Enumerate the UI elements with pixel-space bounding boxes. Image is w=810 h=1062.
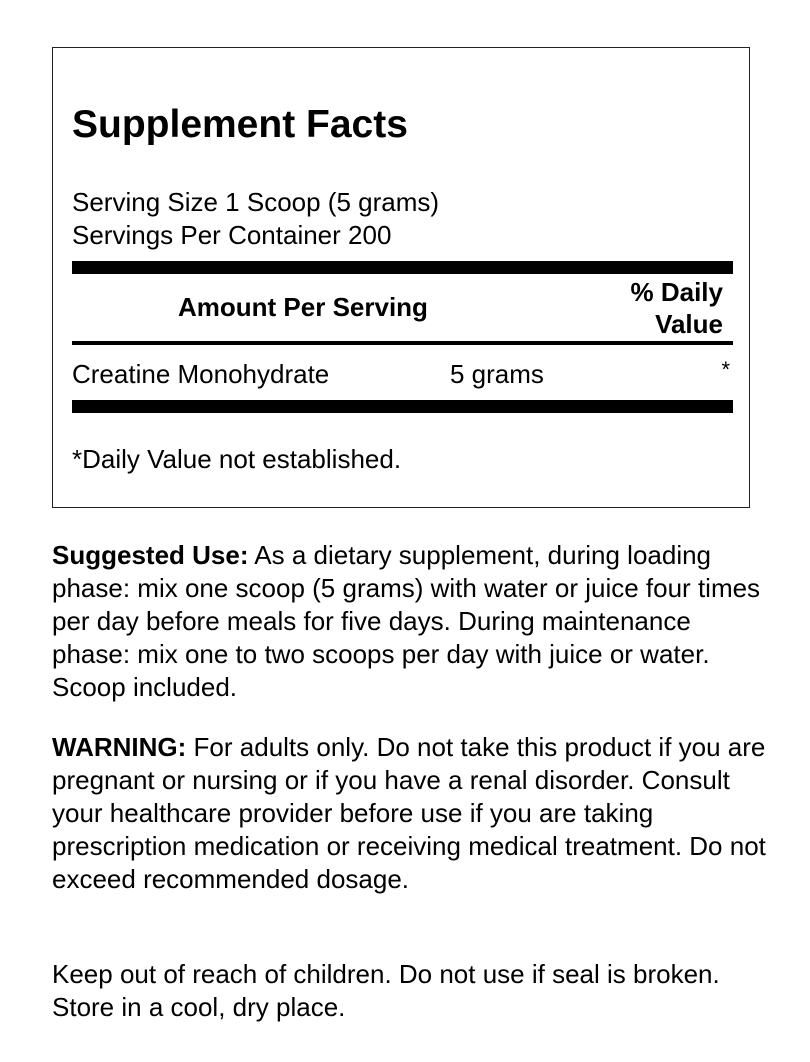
thick-divider-bottom	[72, 400, 733, 413]
daily-value-header	[631, 276, 724, 340]
facts-title: Supplement Facts	[72, 103, 408, 146]
daily-value-footnote: *Daily Value not established.	[72, 444, 402, 474]
nutrient-daily-value: *	[721, 357, 730, 382]
serving-size: Serving Size 1 Scoop (5 grams)	[72, 187, 440, 217]
supplement-facts-panel	[52, 47, 750, 508]
warning-paragraph	[52, 731, 772, 896]
suggested-use-text: As a dietary supplement, during loading phase: mix one scoop (5 grams) with water or juice four times per day before meals for five days. During maintenance phase: mix one to two scoops per day with juice or water. Scoop included.	[52, 540, 761, 702]
daily-value-header-line1: % Daily	[630, 277, 723, 307]
amount-per-serving-header: Amount Per Serving	[178, 292, 428, 322]
warning-text: For adults only. Do not take this product if you are pregnant or nursing or if you have a renal disorder. Consult your healthcare provider before use if you are taking prescription medication or receiving medical treatment. Do not exceed recommended dosage.	[52, 732, 766, 894]
servings-per-container: Servings Per Container 200	[72, 220, 392, 250]
warning-label: WARNING:	[52, 732, 187, 762]
daily-value-header-line2: Value	[655, 309, 723, 339]
thin-divider	[72, 341, 733, 345]
thick-divider-top	[72, 261, 733, 274]
nutrient-name: Creatine Monohydrate	[72, 359, 330, 389]
storage-paragraph: Keep out of reach of children. Do not use if seal is broken. Store in a cool, dry place.	[52, 959, 720, 1022]
nutrient-amount: 5 grams	[450, 359, 544, 389]
suggested-use-label: Suggested Use:	[52, 540, 249, 570]
suggested-use-paragraph	[52, 539, 772, 704]
